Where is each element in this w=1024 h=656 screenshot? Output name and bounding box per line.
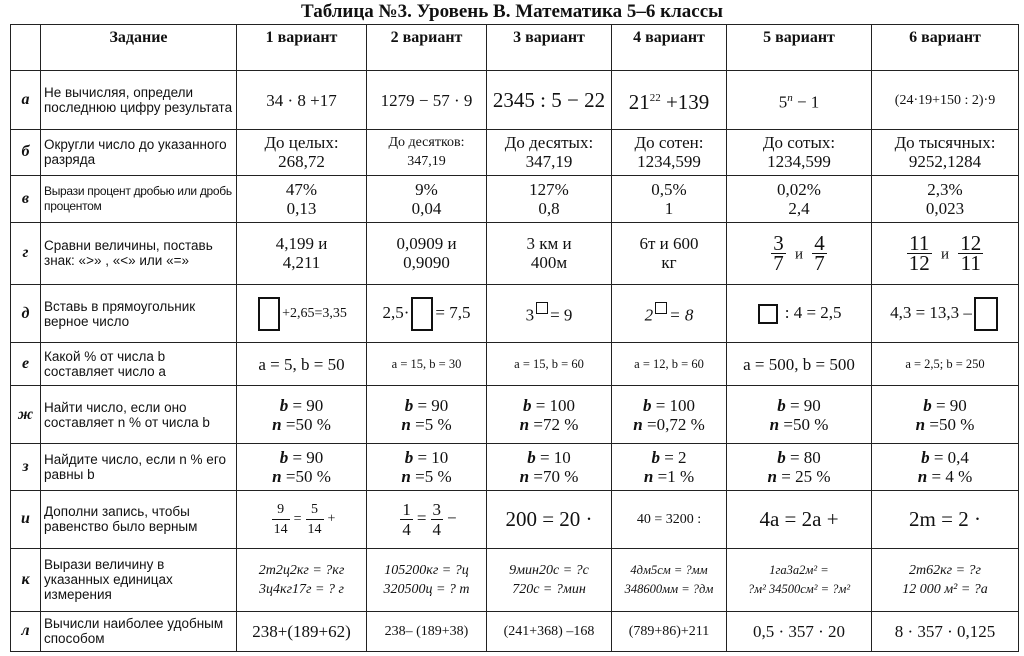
table-row bbox=[11, 490, 1019, 548]
equals: = bbox=[293, 511, 302, 527]
numerator: 3 bbox=[432, 499, 441, 519]
value: =50 % bbox=[281, 414, 331, 434]
cell bbox=[872, 444, 1019, 490]
value: = 10 bbox=[535, 447, 571, 467]
numerator: 4 bbox=[814, 230, 825, 255]
value: = 80 bbox=[785, 447, 821, 467]
numerator: 12 bbox=[960, 230, 982, 255]
value: = 4 % bbox=[927, 466, 973, 486]
fraction bbox=[812, 230, 827, 275]
value: = 90 bbox=[785, 395, 821, 415]
cell bbox=[727, 71, 872, 129]
value: =5 % bbox=[410, 466, 452, 486]
cell bbox=[367, 385, 487, 443]
cell-line: 12 000 м² = ?а bbox=[902, 581, 988, 597]
cell-line bbox=[490, 448, 608, 467]
var-b: b bbox=[404, 447, 414, 467]
cell-line: 47% bbox=[285, 179, 318, 199]
value: =1 % bbox=[653, 466, 695, 486]
tasks-table bbox=[10, 24, 1019, 652]
header-variant-3: 3 вариант bbox=[487, 25, 612, 71]
task-text: Округли число до указанного разряда bbox=[41, 129, 237, 175]
cell: (241+368) –168 bbox=[487, 611, 612, 651]
value: = 0,4 bbox=[929, 447, 969, 467]
cell: (24·19+150 : 2)·9 bbox=[872, 71, 1019, 129]
header-task: Задание bbox=[41, 25, 237, 71]
cell: 40 = 3200 : bbox=[612, 490, 727, 548]
cell-line: До тысячных: bbox=[894, 133, 996, 153]
cell: a = 5, b = 50 bbox=[237, 343, 367, 385]
fraction bbox=[272, 500, 290, 539]
cell bbox=[367, 176, 487, 222]
task-text: Какой % от числа b составляет число a bbox=[41, 343, 237, 385]
cell-line bbox=[615, 415, 723, 434]
cell-line: До сотен: bbox=[634, 133, 704, 153]
cell-line: 2т2ц2кг = ?кг bbox=[258, 562, 345, 578]
fraction bbox=[958, 230, 983, 275]
table-row bbox=[11, 444, 1019, 490]
cell-line: 1234,599 bbox=[637, 152, 701, 172]
cell bbox=[612, 129, 727, 175]
cell-line: 0,0909 и bbox=[396, 234, 457, 254]
cell-line: 3ц4кг17г = ? г bbox=[259, 581, 344, 597]
table-row bbox=[11, 222, 1019, 284]
header-variant-6: 6 вариант bbox=[872, 25, 1019, 71]
answer-box bbox=[974, 297, 998, 331]
cell-line bbox=[370, 415, 483, 434]
value: = 90 bbox=[931, 395, 967, 415]
expr: 2 bbox=[644, 306, 654, 326]
cell bbox=[727, 222, 872, 284]
cell: 0,5 · 357 · 20 bbox=[727, 611, 872, 651]
cell-line: До сотых: bbox=[762, 133, 836, 153]
cell-line: До десятков: bbox=[388, 135, 465, 151]
denominator: 7 bbox=[814, 250, 825, 275]
cell bbox=[612, 285, 727, 343]
var-n: n bbox=[401, 466, 411, 486]
cell-line: 320500ц = ? т bbox=[383, 581, 470, 597]
cell bbox=[237, 490, 367, 548]
cell-line: 4,211 bbox=[282, 253, 321, 273]
var-b: b bbox=[651, 447, 660, 467]
table-row bbox=[11, 71, 1019, 129]
cell-line: 6т и 600 bbox=[639, 234, 699, 254]
cell bbox=[727, 385, 872, 443]
cell-line: 0,5% bbox=[651, 179, 687, 199]
cell bbox=[612, 71, 727, 129]
cell-line bbox=[490, 467, 608, 486]
answer-box bbox=[258, 297, 280, 331]
task-text: Не вычисляя, определи последнюю цифру результата bbox=[41, 71, 237, 129]
cell-line: 268,72 bbox=[278, 152, 325, 172]
cell: (789+86)+211 bbox=[612, 611, 727, 651]
cell-line bbox=[615, 448, 723, 467]
value: =50 % bbox=[925, 414, 975, 434]
denominator: 11 bbox=[960, 250, 981, 275]
cell bbox=[612, 222, 727, 284]
row-letter: в bbox=[11, 176, 41, 222]
var-b: b bbox=[777, 395, 786, 415]
row-letter: и bbox=[11, 490, 41, 548]
row-letter: а bbox=[11, 71, 41, 129]
fraction bbox=[431, 500, 444, 539]
task-text: Дополни запись, чтобы равенство было верным bbox=[41, 490, 237, 548]
cell-line: 1 bbox=[664, 198, 674, 218]
cell bbox=[872, 129, 1019, 175]
cell bbox=[612, 549, 727, 611]
expr: : 4 = 2,5 bbox=[780, 303, 842, 323]
row-letter: е bbox=[11, 343, 41, 385]
cell-line: 2,4 bbox=[788, 198, 810, 218]
cell-line: 0,04 bbox=[411, 198, 442, 218]
cell-line: 127% bbox=[529, 179, 569, 199]
cell bbox=[727, 129, 872, 175]
cell bbox=[727, 549, 872, 611]
var-n: n bbox=[769, 414, 780, 434]
cell-line: 0,9090 bbox=[403, 253, 450, 273]
cell: 2345 : 5 − 22 bbox=[487, 71, 612, 129]
task-text: Найти число, если оно составляет n % от числа b bbox=[41, 385, 237, 443]
header-variant-5: 5 вариант bbox=[727, 25, 872, 71]
cell-line: 9% bbox=[415, 179, 438, 199]
numerator: 1 bbox=[402, 499, 411, 519]
value: = 90 bbox=[288, 447, 324, 467]
cell bbox=[872, 222, 1019, 284]
cell-line bbox=[240, 415, 363, 434]
expr: 4,3 = 13,3 – bbox=[890, 302, 972, 322]
value: = 10 bbox=[413, 447, 449, 467]
row-letter: к bbox=[11, 549, 41, 611]
row-letter: г bbox=[11, 222, 41, 284]
value: =0,72 % bbox=[642, 414, 705, 434]
cell bbox=[487, 444, 612, 490]
value: =50 % bbox=[779, 414, 829, 434]
cell bbox=[872, 549, 1019, 611]
cell-line: 0,023 bbox=[925, 198, 965, 218]
cell-line: 105200кг = ?ц bbox=[384, 562, 469, 578]
row-letter: з bbox=[11, 444, 41, 490]
cell-line: 4дм5см = ?мм bbox=[630, 562, 708, 577]
numerator: 5 bbox=[306, 500, 324, 520]
task-text: Вырази процент дробью или дробь процентом bbox=[41, 176, 237, 222]
row-letter: д bbox=[11, 285, 41, 343]
cell: 1279 − 57 · 9 bbox=[367, 71, 487, 129]
task-text: Найдите число, если n % его равны b bbox=[41, 444, 237, 490]
var-b: b bbox=[923, 395, 932, 415]
task-text: Вырази величину в указанных единицах измерения bbox=[41, 549, 237, 611]
cell: 238+(189+62) bbox=[237, 611, 367, 651]
denominator: 4 bbox=[432, 519, 441, 539]
value: = 25 % bbox=[776, 466, 831, 486]
header-variant-4: 4 вариант bbox=[612, 25, 727, 71]
cell-line: кг bbox=[661, 253, 677, 273]
denominator: 7 bbox=[773, 250, 784, 275]
fraction bbox=[907, 230, 932, 275]
task-text: Сравни величины, поставь знак: «>» , «<» или «=» bbox=[41, 222, 237, 284]
cell bbox=[872, 385, 1019, 443]
and-text: и bbox=[940, 246, 950, 263]
cell-line bbox=[730, 448, 868, 467]
cell bbox=[872, 176, 1019, 222]
var-n: n bbox=[272, 414, 282, 434]
cell: a = 15, b = 30 bbox=[367, 343, 487, 385]
cell-line: 9252,1284 bbox=[908, 152, 982, 172]
fraction bbox=[306, 500, 324, 539]
cell bbox=[487, 176, 612, 222]
cell: a = 2,5; b = 250 bbox=[872, 343, 1019, 385]
value: =5 % bbox=[410, 414, 452, 434]
cell-line: 9мин20с = ?с bbox=[509, 562, 589, 578]
cell-line bbox=[370, 467, 483, 486]
cell-line: 347,19 bbox=[407, 154, 446, 170]
cell bbox=[487, 385, 612, 443]
cell-line: 2,3% bbox=[927, 179, 963, 199]
answer-box bbox=[758, 304, 778, 324]
value: =70 % bbox=[529, 466, 579, 486]
cell-line bbox=[875, 448, 1015, 467]
table-row bbox=[11, 343, 1019, 385]
cell: 238– (189+38) bbox=[367, 611, 487, 651]
value: = 90 bbox=[413, 395, 449, 415]
cell-line bbox=[370, 448, 483, 467]
base: 5 bbox=[778, 92, 788, 112]
cell-line bbox=[615, 467, 723, 486]
page-title: Таблица №3. Уровень В. Математика 5–6 классы bbox=[301, 1, 723, 22]
header-row bbox=[11, 25, 1019, 71]
cell-line: 0,13 bbox=[286, 198, 317, 218]
cell-line: 1га3а2м² = bbox=[769, 562, 829, 577]
var-b: b bbox=[777, 447, 786, 467]
expr: = 7,5 bbox=[435, 302, 471, 322]
var-b: b bbox=[279, 395, 289, 415]
cell: a = 15, b = 60 bbox=[487, 343, 612, 385]
denominator: 4 bbox=[402, 519, 411, 539]
cell-line: 0,8 bbox=[538, 198, 560, 218]
cell bbox=[237, 285, 367, 343]
var-n: n bbox=[915, 414, 926, 434]
cell-line: ?м² 34500см² = ?м² bbox=[747, 581, 851, 596]
cell bbox=[367, 222, 487, 284]
expr: 3 bbox=[525, 306, 535, 326]
exponent: 22 bbox=[649, 91, 661, 104]
var-n: n bbox=[401, 414, 411, 434]
table-row bbox=[11, 129, 1019, 175]
value: = 100 bbox=[651, 395, 696, 415]
denominator: 14 bbox=[307, 521, 322, 537]
cell bbox=[487, 129, 612, 175]
cell-line bbox=[240, 448, 363, 467]
cell: a = 12, b = 60 bbox=[612, 343, 727, 385]
cell bbox=[237, 222, 367, 284]
fraction bbox=[771, 230, 786, 275]
cell bbox=[872, 285, 1019, 343]
row-letter: б bbox=[11, 129, 41, 175]
rest: +139 bbox=[660, 89, 710, 114]
cell bbox=[487, 222, 612, 284]
cell bbox=[367, 549, 487, 611]
cell bbox=[367, 490, 487, 548]
var-n: n bbox=[767, 466, 777, 486]
base: 21 bbox=[628, 89, 650, 114]
task-text: Вставь в прямоугольник верное число bbox=[41, 285, 237, 343]
operator: + bbox=[327, 511, 336, 527]
row-letter: ж bbox=[11, 385, 41, 443]
cell-line bbox=[730, 396, 868, 415]
task-text: Вычисли наиболее удобным способом bbox=[41, 611, 237, 651]
numerator: 3 bbox=[773, 230, 784, 255]
cell: 8 · 357 · 0,125 bbox=[872, 611, 1019, 651]
table-row bbox=[11, 385, 1019, 443]
and-text: и bbox=[794, 246, 804, 263]
var-b: b bbox=[527, 447, 536, 467]
cell bbox=[727, 176, 872, 222]
cell bbox=[612, 176, 727, 222]
answer-box bbox=[411, 297, 433, 331]
expr: = 9 bbox=[550, 306, 573, 326]
cell-line: 3 км и bbox=[526, 234, 572, 254]
numerator: 11 bbox=[907, 234, 932, 254]
cell-line: До целых: bbox=[264, 133, 339, 153]
cell: a = 500, b = 500 bbox=[727, 343, 872, 385]
cell: 4a = 2a + bbox=[727, 490, 872, 548]
cell-line bbox=[490, 415, 608, 434]
equals: = bbox=[416, 508, 427, 528]
cell bbox=[367, 129, 487, 175]
value: = 90 bbox=[288, 395, 324, 415]
var-n: n bbox=[917, 466, 928, 486]
var-n: n bbox=[519, 466, 530, 486]
cell bbox=[237, 444, 367, 490]
cell-line bbox=[730, 467, 868, 486]
table-row bbox=[11, 176, 1019, 222]
cell: 34 · 8 +17 bbox=[237, 71, 367, 129]
cell-line: 348600мм = ?дм bbox=[624, 581, 714, 596]
var-b: b bbox=[921, 447, 930, 467]
var-n: n bbox=[272, 466, 282, 486]
cell: 200 = 20 · bbox=[487, 490, 612, 548]
fraction bbox=[400, 500, 413, 539]
var-b: b bbox=[642, 395, 652, 415]
table-row bbox=[11, 285, 1019, 343]
cell-line: 347,19 bbox=[525, 152, 573, 172]
answer-box bbox=[655, 302, 667, 314]
expr: 2,5· bbox=[382, 302, 410, 322]
cell bbox=[612, 444, 727, 490]
answer-box bbox=[536, 302, 548, 314]
header-variant-2: 2 вариант bbox=[367, 25, 487, 71]
var-n: n bbox=[643, 466, 654, 486]
row-letter: л bbox=[11, 611, 41, 651]
cell bbox=[367, 285, 487, 343]
cell-line: До десятых: bbox=[504, 133, 594, 153]
cell-line: 720с = ?мин bbox=[512, 581, 586, 597]
denominator: 14 bbox=[273, 521, 288, 537]
table-row bbox=[11, 611, 1019, 651]
cell bbox=[237, 549, 367, 611]
exponent: n bbox=[787, 91, 793, 104]
table-row bbox=[11, 549, 1019, 611]
cell: 2m = 2 · bbox=[872, 490, 1019, 548]
value: = 2 bbox=[659, 447, 687, 467]
var-n: n bbox=[633, 414, 643, 434]
rest: − 1 bbox=[792, 92, 820, 112]
cell-line: 4,199 и bbox=[275, 234, 328, 254]
operator: − bbox=[447, 508, 457, 528]
cell-line bbox=[615, 396, 723, 415]
cell-line: 1234,599 bbox=[767, 152, 831, 172]
var-b: b bbox=[522, 395, 532, 415]
cell-line: 2т62кг = ?г bbox=[908, 562, 982, 578]
cell-line bbox=[730, 415, 868, 434]
header-variant-1: 1 вариант bbox=[237, 25, 367, 71]
cell bbox=[237, 385, 367, 443]
denominator: 12 bbox=[908, 250, 930, 275]
cell-line bbox=[370, 396, 483, 415]
cell bbox=[487, 549, 612, 611]
cell bbox=[237, 176, 367, 222]
cell bbox=[367, 444, 487, 490]
cell-line bbox=[240, 467, 363, 486]
value: =50 % bbox=[281, 466, 331, 486]
expr: = 8 bbox=[669, 306, 694, 326]
numerator: 9 bbox=[272, 500, 290, 520]
value: = 100 bbox=[531, 395, 576, 415]
var-b: b bbox=[404, 395, 414, 415]
cell bbox=[237, 129, 367, 175]
cell-line bbox=[875, 396, 1015, 415]
expr: +2,65=3,35 bbox=[282, 305, 347, 321]
value: =72 % bbox=[529, 414, 579, 434]
cell-line: 0,02% bbox=[777, 179, 821, 199]
cell-line bbox=[490, 396, 608, 415]
cell bbox=[612, 385, 727, 443]
cell bbox=[727, 444, 872, 490]
var-b: b bbox=[279, 447, 289, 467]
header-corner bbox=[11, 25, 41, 71]
cell-line bbox=[875, 415, 1015, 434]
cell bbox=[727, 285, 872, 343]
var-n: n bbox=[519, 414, 530, 434]
cell-line bbox=[875, 467, 1015, 486]
cell-line bbox=[240, 396, 363, 415]
cell bbox=[487, 285, 612, 343]
cell-line: 400м bbox=[530, 253, 568, 273]
